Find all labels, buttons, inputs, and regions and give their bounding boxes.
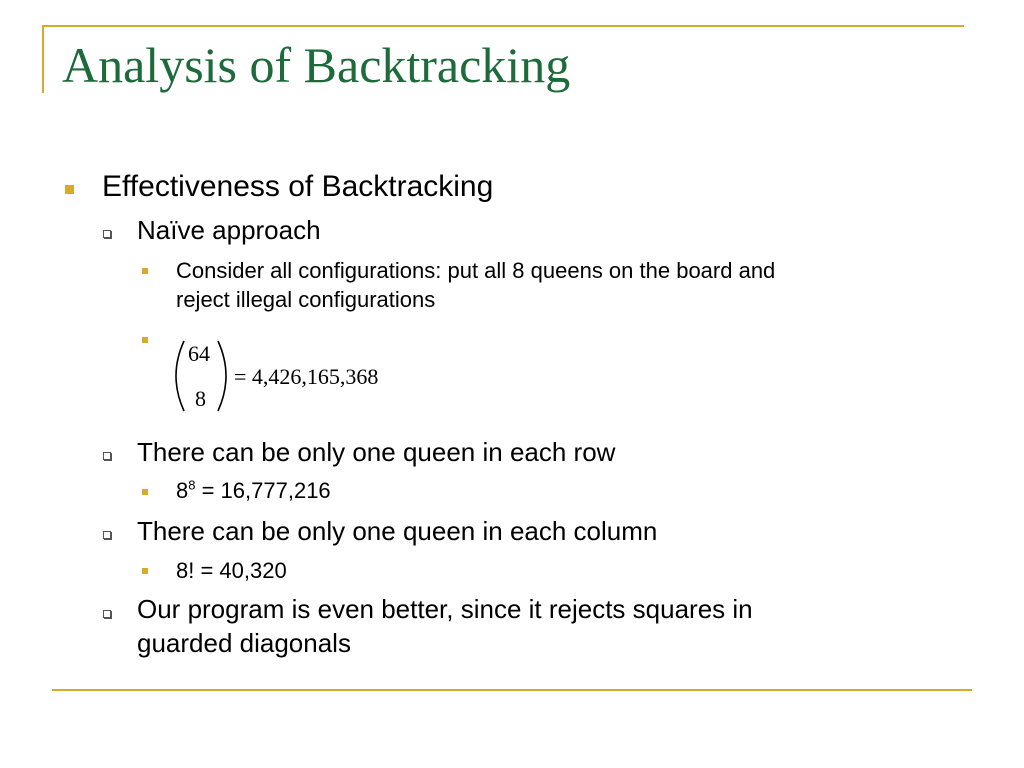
frame-left-rule	[42, 25, 44, 93]
power-exponent: 8	[188, 477, 196, 493]
slide-title: Analysis of Backtracking	[62, 37, 571, 93]
bullet-small-square-icon	[142, 568, 148, 574]
bullet-one-queen-row: There can be only one queen in each row	[137, 437, 616, 467]
bullet-effectiveness: Effectiveness of Backtracking	[102, 170, 494, 203]
bullet-square-icon	[65, 185, 74, 194]
bullet-eight-factorial: 8! = 40,320	[176, 558, 287, 583]
bullet-hollow-square-icon	[103, 230, 111, 238]
bullet-eight-pow-eight	[176, 479, 331, 503]
power-result: = 16,777,216	[195, 478, 331, 503]
power-base: 8	[176, 478, 189, 503]
bullet-small-square-icon	[142, 268, 148, 274]
bullet-consider-configurations: Consider all configurations: put all 8 queens on the board and	[176, 258, 776, 283]
binomial-result: = 4,426,165,368	[234, 364, 379, 389]
binomial-formula	[172, 337, 422, 415]
bullet-small-square-icon	[142, 489, 148, 495]
bullet-our-program: Our program is even better, since it rejects squares in	[137, 594, 753, 624]
frame-bottom-rule	[52, 689, 972, 691]
bullet-our-program-cont: guarded diagonals	[137, 628, 351, 658]
bullet-naive-approach: Naïve approach	[137, 215, 321, 245]
binomial-top: 64	[188, 341, 210, 366]
frame-top-rule	[42, 25, 964, 27]
bullet-hollow-square-icon	[103, 452, 111, 460]
bullet-one-queen-column: There can be only one queen in each column	[137, 516, 658, 546]
bullet-hollow-square-icon	[103, 531, 111, 539]
binomial-bottom: 8	[195, 386, 206, 411]
bullet-consider-configurations-cont: reject illegal configurations	[176, 287, 436, 312]
bullet-hollow-square-icon	[103, 610, 111, 618]
bullet-small-square-icon	[142, 337, 148, 343]
